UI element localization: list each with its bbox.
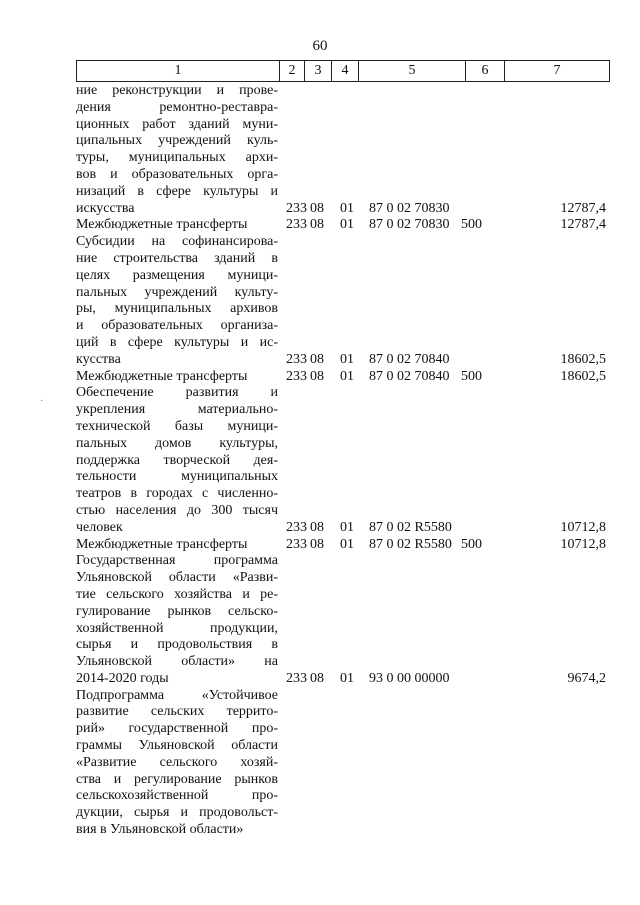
table-row xyxy=(76,537,610,554)
description-line: искусства xyxy=(76,200,135,216)
header-col-7: 7 xyxy=(505,61,610,82)
header-col-5: 5 xyxy=(359,61,466,82)
description-line: Обеспечение развития и xyxy=(76,385,278,401)
description-line: Межбюджетные трансферты xyxy=(76,217,248,233)
description-line: тельности муниципальных xyxy=(76,469,278,485)
cell-c2: 233 xyxy=(286,351,307,367)
description-line: ние строительства зданий в xyxy=(76,250,278,266)
table-row xyxy=(76,83,610,217)
description-line: граммы Ульяновской области xyxy=(76,738,278,754)
description-line: кусства xyxy=(76,351,121,367)
row-description xyxy=(76,369,278,386)
description-line: Межбюджетные трансферты xyxy=(76,368,248,384)
cell-c6: 500 xyxy=(461,368,482,384)
header-col-4: 4 xyxy=(332,61,359,82)
cell-c3: 08 xyxy=(310,200,324,216)
cell-c3: 08 xyxy=(310,351,324,367)
row-description xyxy=(76,83,278,217)
table-row xyxy=(76,553,610,687)
cell-c3: 08 xyxy=(310,536,324,552)
cell-c5: 87 0 02 70840 xyxy=(369,368,450,384)
cell-c7: 10712,8 xyxy=(560,519,606,535)
cell-c5: 87 0 02 70840 xyxy=(369,351,450,367)
description-line: технической базы муници- xyxy=(76,418,278,434)
description-line: театров в городах с численно- xyxy=(76,486,278,502)
header-col-3: 3 xyxy=(305,61,332,82)
row-description xyxy=(76,217,278,234)
description-line: низаций в сфере культуры и xyxy=(76,183,278,199)
description-line: и образовательных организа- xyxy=(76,318,278,334)
cell-c3: 08 xyxy=(310,519,324,535)
cell-c7: 10712,8 xyxy=(560,536,606,552)
cell-c3: 08 xyxy=(310,368,324,384)
description-line: хозяйственной продукции, xyxy=(76,620,278,636)
cell-c4: 01 xyxy=(340,670,354,686)
row-description xyxy=(76,234,278,368)
cell-c7: 12787,4 xyxy=(560,200,606,216)
table-row xyxy=(76,234,610,368)
description-line: Подпрограмма «Устойчивое xyxy=(76,687,278,703)
cell-c2: 233 xyxy=(286,368,307,384)
table-row xyxy=(76,688,610,839)
description-line: туры, муниципальных архи- xyxy=(76,150,278,166)
description-line: Ульяновской области» на xyxy=(76,654,278,670)
description-line: пальных учреждений культу- xyxy=(76,284,278,300)
description-line: стью населения до 300 тысяч xyxy=(76,502,278,518)
cell-c2: 233 xyxy=(286,217,307,233)
description-line: 2014-2020 годы xyxy=(76,670,169,686)
scan-mark: · xyxy=(40,396,44,407)
description-line: Субсидии на софинансирова- xyxy=(76,234,278,250)
cell-c4: 01 xyxy=(340,536,354,552)
description-line: дукции, сырья и продовольст- xyxy=(76,805,278,821)
cell-c5: 87 0 02 R5580 xyxy=(369,536,452,552)
cell-c5: 93 0 00 00000 xyxy=(369,670,450,686)
description-line: пальных домов культуры, xyxy=(76,435,278,451)
description-line: Ульяновской области «Разви- xyxy=(76,570,278,586)
description-line: человек xyxy=(76,519,123,535)
description-line: дения ремонтно-реставра- xyxy=(76,99,278,115)
cell-c4: 01 xyxy=(340,351,354,367)
description-line: сырья и продовольствия в xyxy=(76,637,278,653)
cell-c4: 01 xyxy=(340,200,354,216)
row-description xyxy=(76,537,278,554)
table-row xyxy=(76,217,610,234)
table-row xyxy=(76,385,610,536)
cell-c7: 18602,5 xyxy=(560,368,606,384)
description-line: развитие сельских террито- xyxy=(76,704,278,720)
header-col-2: 2 xyxy=(280,61,305,82)
cell-c2: 233 xyxy=(286,670,307,686)
description-line: поддержка творческой дея- xyxy=(76,452,278,468)
cell-c5: 87 0 02 R5580 xyxy=(369,519,452,535)
description-line: Межбюджетные трансферты xyxy=(76,536,248,552)
cell-c7: 9674,2 xyxy=(567,670,606,686)
table-body xyxy=(76,83,610,839)
page-number: 60 xyxy=(312,38,328,54)
cell-c4: 01 xyxy=(340,217,354,233)
description-line: вия в Ульяновской области» xyxy=(76,822,244,838)
description-line: целях размещения муници- xyxy=(76,267,278,283)
description-line: рий» государственной про- xyxy=(76,721,278,737)
table-row xyxy=(76,369,610,386)
cell-c3: 08 xyxy=(310,670,324,686)
cell-c7: 18602,5 xyxy=(560,351,606,367)
description-line: вов и образовательных орга- xyxy=(76,166,278,182)
description-line: укрепления материально- xyxy=(76,402,278,418)
cell-c4: 01 xyxy=(340,519,354,535)
cell-c2: 233 xyxy=(286,536,307,552)
description-line: ционных работ зданий муни- xyxy=(76,116,278,132)
description-line: ципальных учреждений куль- xyxy=(76,133,278,149)
description-line: ства и регулирование рынков xyxy=(76,771,278,787)
cell-c3: 08 xyxy=(310,217,324,233)
row-description xyxy=(76,688,278,839)
description-line: тие сельского хозяйства и ре- xyxy=(76,586,278,602)
description-line: «Развитие сельского хозяй- xyxy=(76,754,278,770)
description-line: ций в сфере культуры и ис- xyxy=(76,334,278,350)
row-description xyxy=(76,553,278,687)
cell-c7: 12787,4 xyxy=(560,217,606,233)
row-description xyxy=(76,385,278,536)
cell-c5: 87 0 02 70830 xyxy=(369,217,450,233)
cell-c2: 233 xyxy=(286,200,307,216)
header-col-6: 6 xyxy=(466,61,505,82)
description-line: гулирование рынков сельско- xyxy=(76,603,278,619)
description-line: сельскохозяйственной про- xyxy=(76,788,278,804)
cell-c4: 01 xyxy=(340,368,354,384)
header-col-1: 1 xyxy=(77,61,280,82)
table-header xyxy=(76,60,610,82)
description-line: ние реконструкции и прове- xyxy=(76,83,278,98)
cell-c2: 233 xyxy=(286,519,307,535)
cell-c5: 87 0 02 70830 xyxy=(369,200,450,216)
description-line: Государственная программа xyxy=(76,553,278,569)
cell-c6: 500 xyxy=(461,217,482,233)
cell-c6: 500 xyxy=(461,536,482,552)
description-line: ры, муниципальных архивов xyxy=(76,301,278,317)
